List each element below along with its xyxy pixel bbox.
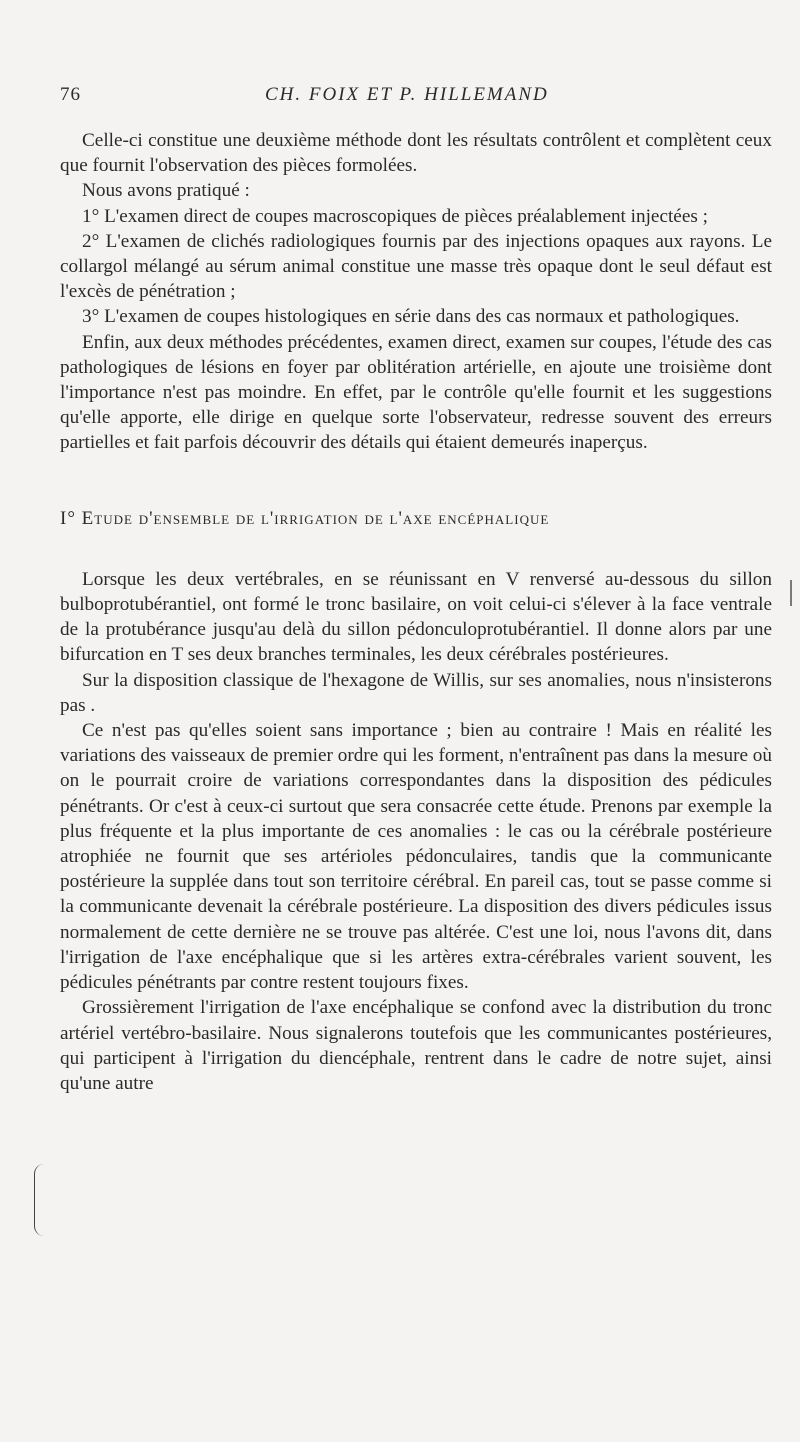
section-heading: I° Etude d'ensemble de l'irrigation de l'axe encéphalique	[60, 507, 550, 529]
running-head: CH. FOIX ET P. HILLEMAND	[265, 84, 549, 105]
paragraph-variations: Ce n'est pas qu'elles soient sans importance ; bien au contraire ! Mais en réalité les variations des vaisseaux de premier ordre qui les forment, n'entraînent pas dans la mesure où on le pourrait croire de variations correspondantes dans la disposition des pédicules pénétrants. Or c'est à ceux-ci surtout que sera consacrée cette étude. Prenons par exemple la plus fréquente et la plus importante de ces anomalies : le cas ou la cérébrale postérieure atrophiée ne fournit que ses artérioles pédonculaires, tandis que la communicante postérieure la supplée dans tout son territoire cérébral. En pareil cas, tout se passe comme si la communicante devenait la cérébrale postérieure. La disposition des divers pédicules issus normalement de cette dernière ne se trouve pas altérée. C'est une loi, nous l'avons dit, dans l'irrigation de l'axe encéphalique que si les artères extra-cérébrales varient souvent, les pédicules pénétrants par contre restent toujours fixes.	[60, 720, 772, 994]
page-number: 76	[60, 84, 81, 105]
paragraph-list-intro: Nous avons pratiqué :	[82, 180, 250, 202]
paragraph-item-2: 2° L'examen de clichés radiologiques fournis par des injections opaques aux rayons. Le collargol mélangé au sérum animal constitue une masse très opaque dont le seul défaut est l'excès de pénétration ;	[60, 230, 772, 303]
margin-bracket-mark	[34, 1164, 45, 1236]
paragraph-basilar: Lorsque les deux vertébrales, en se réunissant en V renversé au-dessous du sillon bulboprotubérantiel, ont formé le tronc basilaire, on voit celui-ci s'élever à la face ventrale de la protubérance jusqu'au delà du sillon pédonculoprotubérantiel. Il donne alors par une bifurcation en T ses deux branches terminales, les deux cérébrales postérieures.	[60, 568, 772, 666]
paragraph-item-3: 3° L'examen de coupes histologiques en série dans des cas normaux et pathologiques.	[82, 306, 740, 328]
margin-tick-mark	[790, 580, 792, 606]
paragraph-intro: Celle-ci constitue une deuxième méthode dont les résultats contrôlent et complètent ceux que fournit l'observation des pièces formolées.	[60, 130, 772, 177]
page-header	[60, 84, 760, 112]
paragraph-summary: Grossièrement l'irrigation de l'axe encéphalique se confond avec la distribution du tronc artériel vertébro-basilaire. Nous signalerons toutefois que les communicantes postérieures, qui participent à l'irrigation du diencéphale, rentrent dans le cadre de notre sujet, ainsi qu'une autre	[60, 997, 772, 1094]
paragraph-willis: Sur la disposition classique de l'hexagone de Willis, sur ses anomalies, nous n'insisterons pas .	[60, 669, 772, 716]
paragraph-item-1: 1° L'examen direct de coupes macroscopiques de pièces préalablement injectées ;	[82, 205, 708, 227]
paragraph-methods: Enfin, aux deux méthodes précédentes, examen direct, examen sur coupes, l'étude des cas pathologiques de lésions en foyer par oblitération artérielle, en ajoute une troisième dont l'importance n'est pas moindre. En effet, par le contrôle qu'elle fournit et les suggestions qu'elle apporte, elle dirige en quelque sorte l'observateur, redresse souvent des erreurs partielles et fait parfois découvrir des détails qui étaient demeurés inaperçus.	[60, 331, 772, 454]
body-text	[60, 128, 772, 1096]
